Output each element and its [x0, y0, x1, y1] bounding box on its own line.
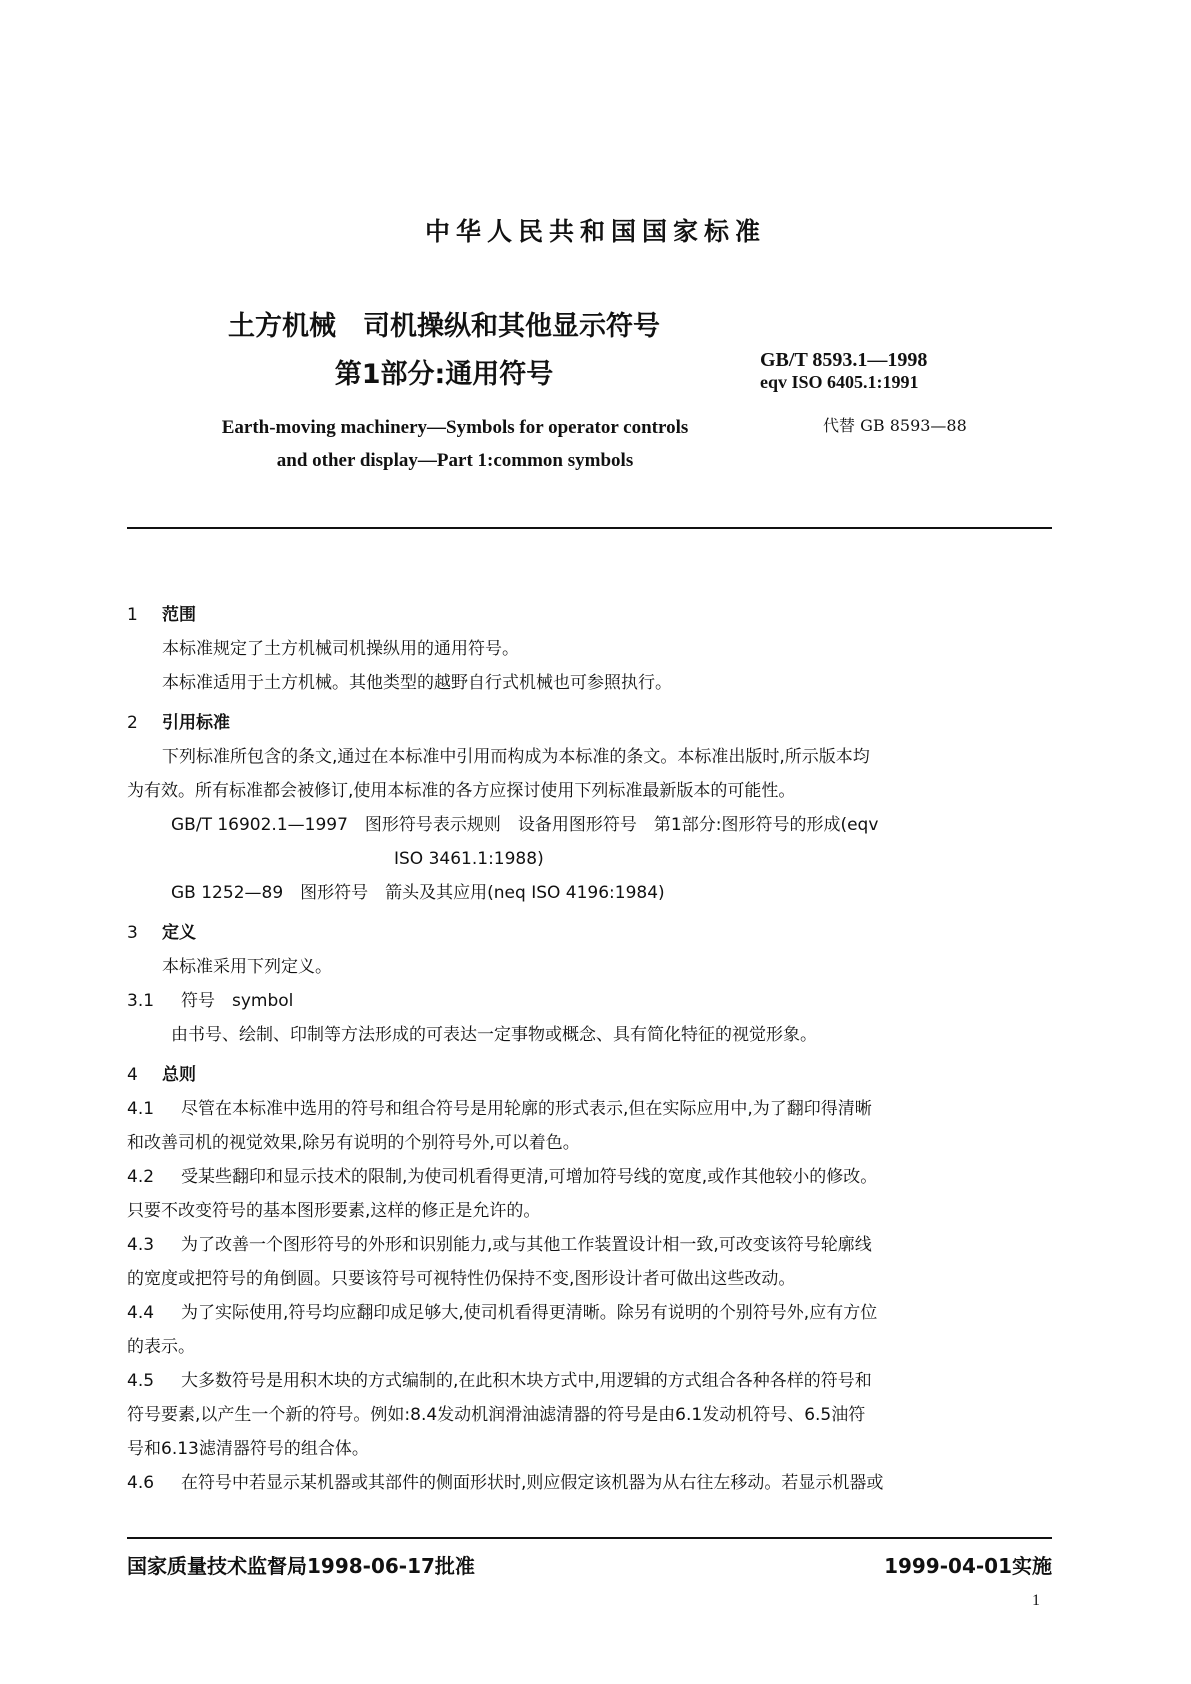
- clause-4-3: [127, 1228, 1052, 1262]
- clause-number: 4.5: [127, 1371, 155, 1391]
- clause-4-1: [127, 1092, 1052, 1126]
- clause-3-1-head: [127, 984, 1052, 1018]
- section-heading: 范围: [162, 605, 196, 625]
- english-title-line2: and other display—Part 1:common symbols: [276, 450, 634, 471]
- chinese-title: [224, 303, 664, 399]
- clause-text: 为了改善一个图形符号的外形和识别能力,或与其他工作装置设计相一致,可改变该符号轮廓线: [181, 1235, 872, 1255]
- paragraph: 本标准采用下列定义。: [162, 957, 332, 977]
- clause-number: 4.3: [127, 1235, 155, 1255]
- national-standard-header: 中华人民共和国国家标准: [424, 217, 766, 246]
- chinese-title-line1: 土方机械 司机操纵和其他显示符号: [228, 311, 660, 342]
- standard-replaces: 代替 GB 8593—88: [823, 416, 967, 435]
- page-number: 1: [1032, 1592, 1040, 1609]
- standard-equivalence: eqv ISO 6405.1:1991: [760, 372, 919, 392]
- section-heading: 定义: [162, 923, 196, 943]
- clause-4-4: [127, 1296, 1052, 1330]
- section-heading: 引用标准: [162, 713, 230, 733]
- clause-4-5: [127, 1364, 1052, 1398]
- clause-definition: 由书号、绘制、印制等方法形成的可表达一定事物或概念、具有简化特征的视觉形象。: [171, 1025, 817, 1045]
- english-title: [190, 411, 720, 477]
- clause-number: 4.4: [127, 1303, 155, 1323]
- section-number: 2: [127, 713, 138, 733]
- paragraph: 本标准适用于土方机械。其他类型的越野自行式机械也可参照执行。: [162, 673, 672, 693]
- clause-continuation: 符号要素,以产生一个新的符号。例如:8.4发动机润滑油滤清器的符号是由6.1发动机符号、6.5油符: [127, 1405, 866, 1425]
- section-2-title: [127, 706, 1052, 740]
- clause-continuation: 的宽度或把符号的角倒圆。只要该符号可视特性仍保持不变,图形设计者可做出这些改动。: [127, 1269, 796, 1289]
- clause-text: 在符号中若显示某机器或其部件的侧面形状时,则应假定该机器为从右往左移动。若显示机器或: [181, 1473, 884, 1493]
- section-1-title: [127, 598, 1052, 632]
- english-title-line1: Earth-moving machinery—Symbols for operator controls: [221, 417, 689, 438]
- clause-continuation: 的表示。: [127, 1337, 195, 1357]
- section-3-title: [127, 916, 1052, 950]
- section-heading: 总则: [162, 1065, 196, 1085]
- clause-text: 尽管在本标准中选用的符号和组合符号是用轮廓的形式表示,但在实际应用中,为了翻印得清晰: [181, 1099, 872, 1119]
- implementation-date: 1999-04-01实施: [884, 1554, 1052, 1578]
- section-4-title: [127, 1058, 1052, 1092]
- section-number: 4: [127, 1065, 138, 1085]
- clause-number: 3.1: [127, 991, 155, 1011]
- clause-number: 4.6: [127, 1473, 155, 1493]
- standard-number-block: [760, 349, 1020, 436]
- document-body: [127, 592, 1052, 1500]
- footer-divider: [127, 1537, 1052, 1539]
- clause-4-6: [127, 1466, 1052, 1500]
- chinese-title-line2: 第1部分:通用符号: [334, 359, 554, 390]
- clause-continuation: 和改善司机的视觉效果,除另有说明的个别符号外,可以着色。: [127, 1133, 580, 1153]
- standard-number: GB/T 8593.1—1998: [760, 349, 928, 371]
- clause-continuation: 号和6.13滤清器符号的组合体。: [127, 1439, 369, 1459]
- clause-text: 大多数符号是用积木块的方式编制的,在此积木块方式中,用逻辑的方式组合各种各样的符号和: [181, 1371, 872, 1391]
- approval-date: 国家质量技术监督局1998-06-17批准: [127, 1554, 475, 1578]
- section-number: 3: [127, 923, 138, 943]
- clause-number: 4.1: [127, 1099, 155, 1119]
- clause-4-2: [127, 1160, 1052, 1194]
- section-number: 1: [127, 605, 138, 625]
- clause-text: 为了实际使用,符号均应翻印成足够大,使司机看得更清晰。除另有说明的个别符号外,应有方位: [181, 1303, 878, 1323]
- paragraph: 本标准规定了土方机械司机操纵用的通用符号。: [162, 639, 519, 659]
- paragraph-continuation: 为有效。所有标准都会被修订,使用本标准的各方应探讨使用下列标准最新版本的可能性。: [127, 781, 796, 801]
- reference-item: GB/T 16902.1—1997 图形符号表示规则 设备用图形符号 第1部分:图形符号的形成(eqv: [171, 815, 879, 835]
- paragraph: 下列标准所包含的条文,通过在本标准中引用而构成为本标准的条文。本标准出版时,所示版本均: [162, 747, 870, 767]
- header-divider: [127, 527, 1052, 529]
- clause-number: 4.2: [127, 1167, 155, 1187]
- reference-item: GB 1252—89 图形符号 箭头及其应用(neq ISO 4196:1984): [171, 883, 665, 903]
- reference-item-continuation: ISO 3461.1:1988): [394, 849, 544, 869]
- clause-text: 受某些翻印和显示技术的限制,为使司机看得更清,可增加符号线的宽度,或作其他较小的修改。: [181, 1167, 878, 1187]
- clause-continuation: 只要不改变符号的基本图形要素,这样的修正是允许的。: [127, 1201, 541, 1221]
- clause-term: 符号 symbol: [181, 991, 294, 1011]
